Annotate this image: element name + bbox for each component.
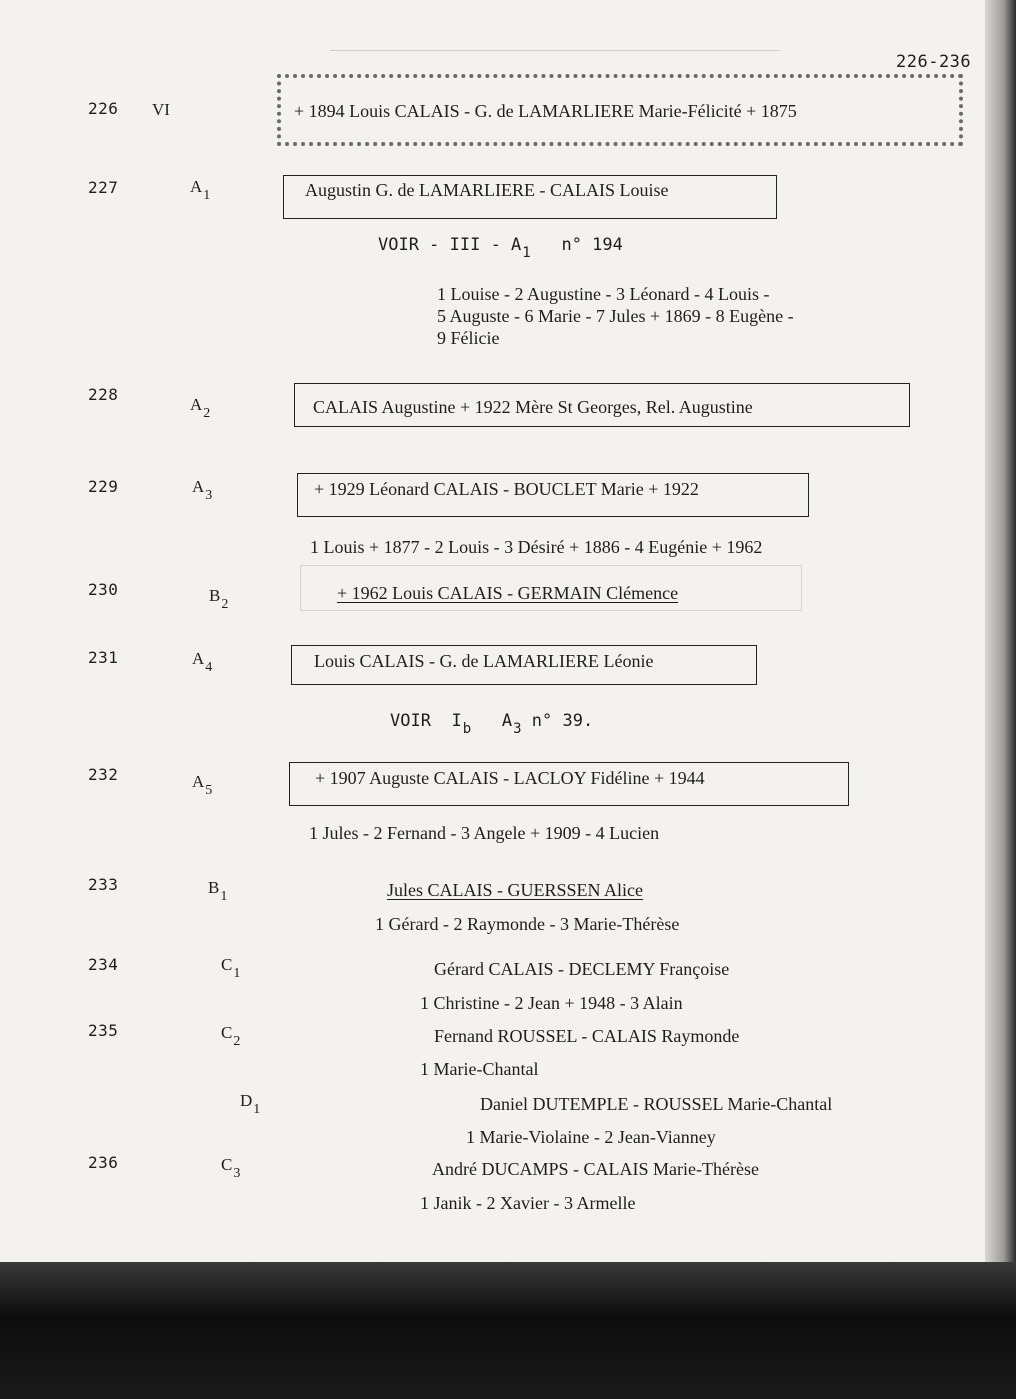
page-edge <box>985 0 1016 1270</box>
page-range: 226-236 <box>896 52 972 72</box>
couple-line: + 1907 Auguste CALAIS - LACLOY Fidéline + 1944 <box>315 768 705 788</box>
entry-number: 226 <box>88 99 119 118</box>
scan-shadow <box>0 1262 1016 1399</box>
entry-code: $B_2$ <box>209 586 229 612</box>
couple-line: André DUCAMPS - CALAIS Marie-Thérèse <box>432 1159 759 1179</box>
bleed-through-lines <box>330 40 780 51</box>
generation-numeral: VI <box>152 100 170 119</box>
children-line: 1 Marie-Violaine - 2 Jean-Vianney <box>466 1127 716 1147</box>
couple-line: Fernand ROUSSEL - CALAIS Raymonde <box>434 1026 740 1046</box>
entry-number: 230 <box>88 580 119 599</box>
couple-line: Jules CALAIS - GUERSSEN Alice <box>387 880 643 900</box>
children-line: 1 Marie-Chantal <box>420 1059 539 1079</box>
cross-reference: VOIR $I_b$ $A_3$ n° 39. <box>390 711 594 737</box>
entry-number: 229 <box>88 477 119 496</box>
children-line: 1 Janik - 2 Xavier - 3 Armelle <box>420 1193 636 1213</box>
couple-line: Daniel DUTEMPLE - ROUSSEL Marie-Chantal <box>480 1094 833 1114</box>
entry-code: $A_4$ <box>192 649 213 675</box>
cross-reference: VOIR - III - $A_1$ n° 194 <box>378 235 623 261</box>
entry-number: 231 <box>88 648 119 667</box>
entry-code: $A_5$ <box>192 772 213 798</box>
couple-line: Gérard CALAIS - DECLEMY Françoise <box>434 959 730 979</box>
couple-line: CALAIS Augustine + 1922 Mère St Georges, Rel. Augustine <box>313 397 753 417</box>
entry-number: 236 <box>88 1153 119 1172</box>
couple-line: + 1962 Louis CALAIS - GERMAIN Clémence <box>337 583 679 603</box>
entry-code: $D_1$ <box>240 1091 261 1117</box>
couple-line: + 1929 Léonard CALAIS - BOUCLET Marie + 1922 <box>314 479 699 499</box>
entry-code: $C_2$ <box>221 1023 241 1049</box>
children-line: 9 Félicie <box>437 328 500 348</box>
entry-number: 232 <box>88 765 119 784</box>
header-couple: + 1894 Louis CALAIS - G. de LAMARLIERE Marie-Félicité + 1875 <box>294 101 797 121</box>
entry-number: 235 <box>88 1021 119 1040</box>
couple-line: Louis CALAIS - G. de LAMARLIERE Léonie <box>314 651 654 671</box>
entry-code: $C_3$ <box>221 1155 241 1181</box>
entry-code: $A_1$ <box>190 177 211 203</box>
entry-code: $A_2$ <box>190 395 211 421</box>
children-line: 1 Gérard - 2 Raymonde - 3 Marie-Thérèse <box>375 914 680 934</box>
entry-code: $C_1$ <box>221 955 241 981</box>
children-line: 1 Christine - 2 Jean + 1948 - 3 Alain <box>420 993 683 1013</box>
entry-number: 228 <box>88 385 119 404</box>
children-line: 1 Louis + 1877 - 2 Louis - 3 Désiré + 1886 - 4 Eugénie + 1962 <box>310 537 763 557</box>
entry-number: 234 <box>88 955 119 974</box>
entry-code: $A_3$ <box>192 477 213 503</box>
children-line: 5 Auguste - 6 Marie - 7 Jules + 1869 - 8 Eugène - <box>437 306 794 326</box>
children-line: 1 Jules - 2 Fernand - 3 Angele + 1909 - 4 Lucien <box>309 823 660 843</box>
children-line: 1 Louise - 2 Augustine - 3 Léonard - 4 Louis - <box>437 284 770 304</box>
entry-code: $B_1$ <box>208 878 228 904</box>
entry-number: 233 <box>88 875 119 894</box>
couple-line: Augustin G. de LAMARLIERE - CALAIS Louise <box>305 180 669 200</box>
entry-number: 227 <box>88 178 119 197</box>
